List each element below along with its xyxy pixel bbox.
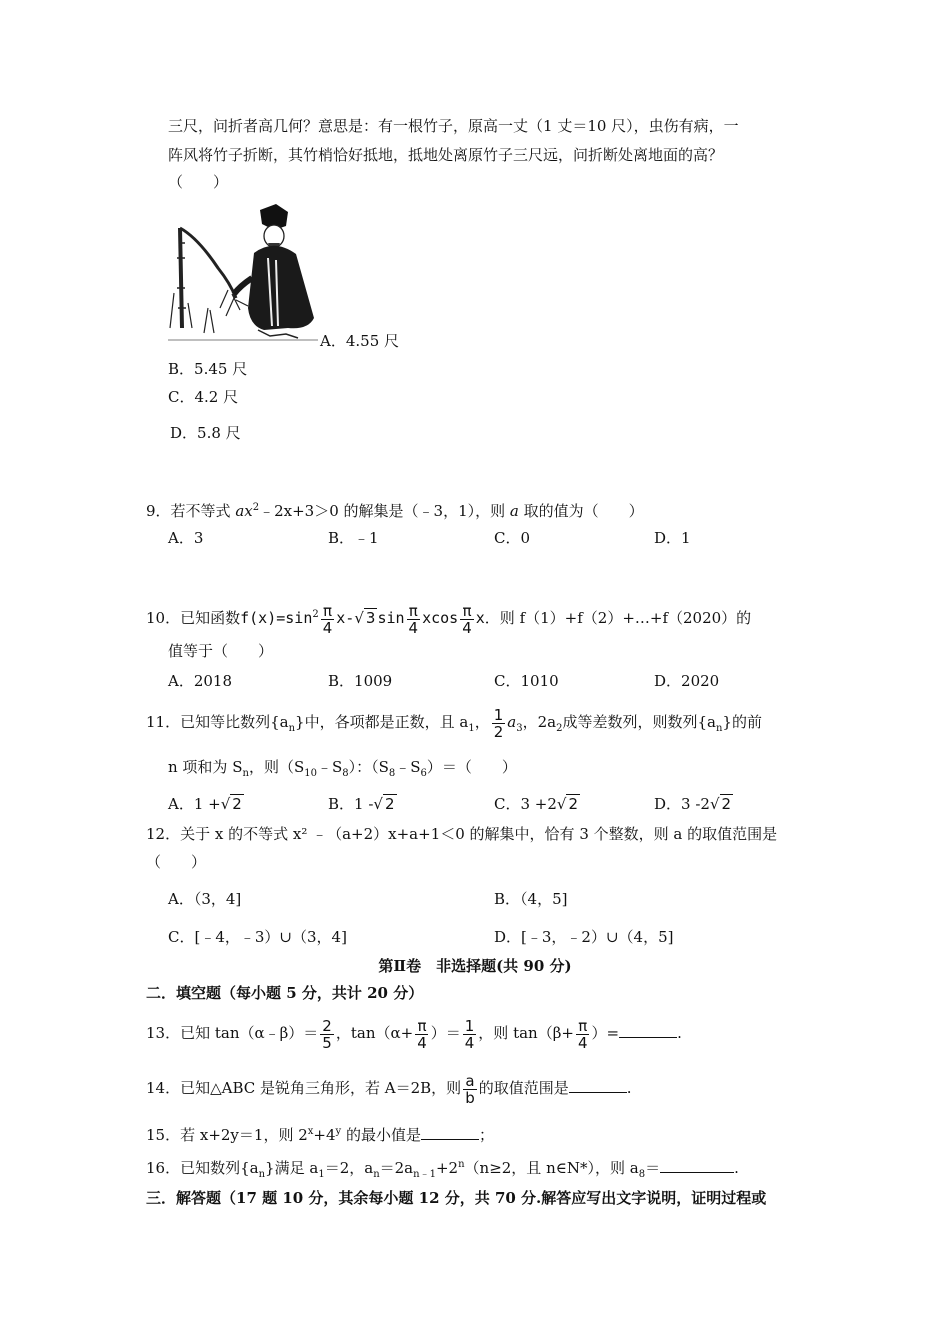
q11-option-a: A．1 +√ 2 xyxy=(168,795,242,813)
q10-option-a: A．2018 xyxy=(168,672,233,690)
part2-heading: 第Ⅱ卷 非选择题(共 90 分) xyxy=(378,957,572,975)
q8-paren: （ ） xyxy=(168,173,229,191)
q14-answer-blank[interactable] xyxy=(569,1076,627,1093)
q8-option-b: B．5.45 尺 xyxy=(168,360,248,378)
q10-option-b: B．1009 xyxy=(328,672,393,690)
q10-option-c: C．1010 xyxy=(494,672,559,690)
q16-stem: 16．已知数列$\{a_n\}$满足 $a_1=2$，$a_n=2a_{n﹣1}+2^n(n\ge 2$，且 n∈N*），则 $a_8=$ . xyxy=(146,1154,739,1186)
q8-option-d: D．5.8 尺 xyxy=(170,424,241,442)
q9-option-d: D．1 xyxy=(654,529,691,547)
q10-stem: 10．已知函数$f(x)=\sin^2$ $\frac{\pi}{4}$ x-√ 3 sin $\frac{\pi}{4}$ xcos $\frac{\pi}{4}$ x．则 f（1）+f（2）+…+f（2020）的 xyxy=(146,601,752,637)
section2-heading: 二．填空题（每小题 5 分，共计 20 分） xyxy=(146,984,424,1002)
q9-stem: 9．若不等式 $ax^2﹣2x+3>0$ 的解集是（﹣3，1），则 a 取的值为（ ） xyxy=(146,502,644,520)
q15-answer-blank[interactable] xyxy=(421,1123,479,1140)
q13-stem: 13．已知 tan（α﹣β）＝ $\frac{2}{5}$ ，tan（α+ $\frac{\pi}{4}$ ）＝ $\frac{1}{4}$ ，则 tan（β+ $\frac{\pi}{4}$ ）= . xyxy=(146,1016,682,1052)
q8-option-c: C．4.2 尺 xyxy=(168,388,239,406)
q12-option-d: D．[﹣3，﹣2）∪（4，5] xyxy=(494,928,674,946)
q11-option-c: C．3 +2√ 2 xyxy=(494,795,579,813)
section3-heading: 三．解答题（17 题 10 分，其余每小题 12 分，共 70 分.解答应写出文字说明，证明过程或 xyxy=(146,1189,767,1207)
q12-option-b: B．（4，5] xyxy=(494,890,568,908)
q14-stem: 14．已知△ABC 是锐角三角形，若 A＝2B，则 $\frac{a}{b}$ 的取值范围是 . xyxy=(146,1071,632,1107)
q9-option-c: C．0 xyxy=(494,529,531,547)
q11-line2: n 项和为 $S_n$，则$(S_{10}﹣S_8)$：$(S_8﹣S_6)=$（ ） xyxy=(168,758,517,779)
q8-line2: 阵风将竹子折断，其竹梢恰好抵地，抵地处离原竹子三尺远，问折断处离地面的高？ xyxy=(168,146,724,164)
q15-stem: 15．若 x+2y＝1，则 $2^x+4^y$ 的最小值是 ； xyxy=(146,1121,494,1146)
q12-stem: 12．关于 x 的不等式 x² ﹣（a+2）x+a+1＜0 的解集中，恰有 3 个整数，则 a 的取值范围是 xyxy=(146,825,778,843)
q16-answer-blank[interactable] xyxy=(660,1156,734,1173)
q11-stem: 11．已知等比数列$\{a_n\}$中，各项都是正数，且 $a_1$， $\frac{1}{2}$ $a_3$，$2a_2$成等差数列，则数列$\{a_n\}$的前 xyxy=(146,705,762,741)
q9-option-b: B．﹣1 xyxy=(328,529,379,547)
q12-option-c: C．[﹣4，﹣3）∪（3，4] xyxy=(168,928,347,946)
q10-line2: 值等于（ ） xyxy=(168,642,274,660)
q8-line1: 三尺，问折者高几何？意思是：有一根竹子，原高一丈（1 丈＝10 尺），虫伤有病，一 xyxy=(168,117,739,135)
bamboo-scholar-illustration xyxy=(168,198,318,343)
q13-answer-blank[interactable] xyxy=(619,1021,677,1038)
q11-option-b: B．1 -√ 2 xyxy=(328,795,395,813)
q12-option-a: A．（3，4] xyxy=(168,890,242,908)
q8-option-a: A．4.55 尺 xyxy=(320,332,399,350)
q10-option-d: D．2020 xyxy=(654,672,720,690)
q12-paren: （ ） xyxy=(146,853,207,871)
q9-option-a: A．3 xyxy=(168,529,204,547)
q11-option-d: D．3 -2√ 2 xyxy=(654,795,732,813)
